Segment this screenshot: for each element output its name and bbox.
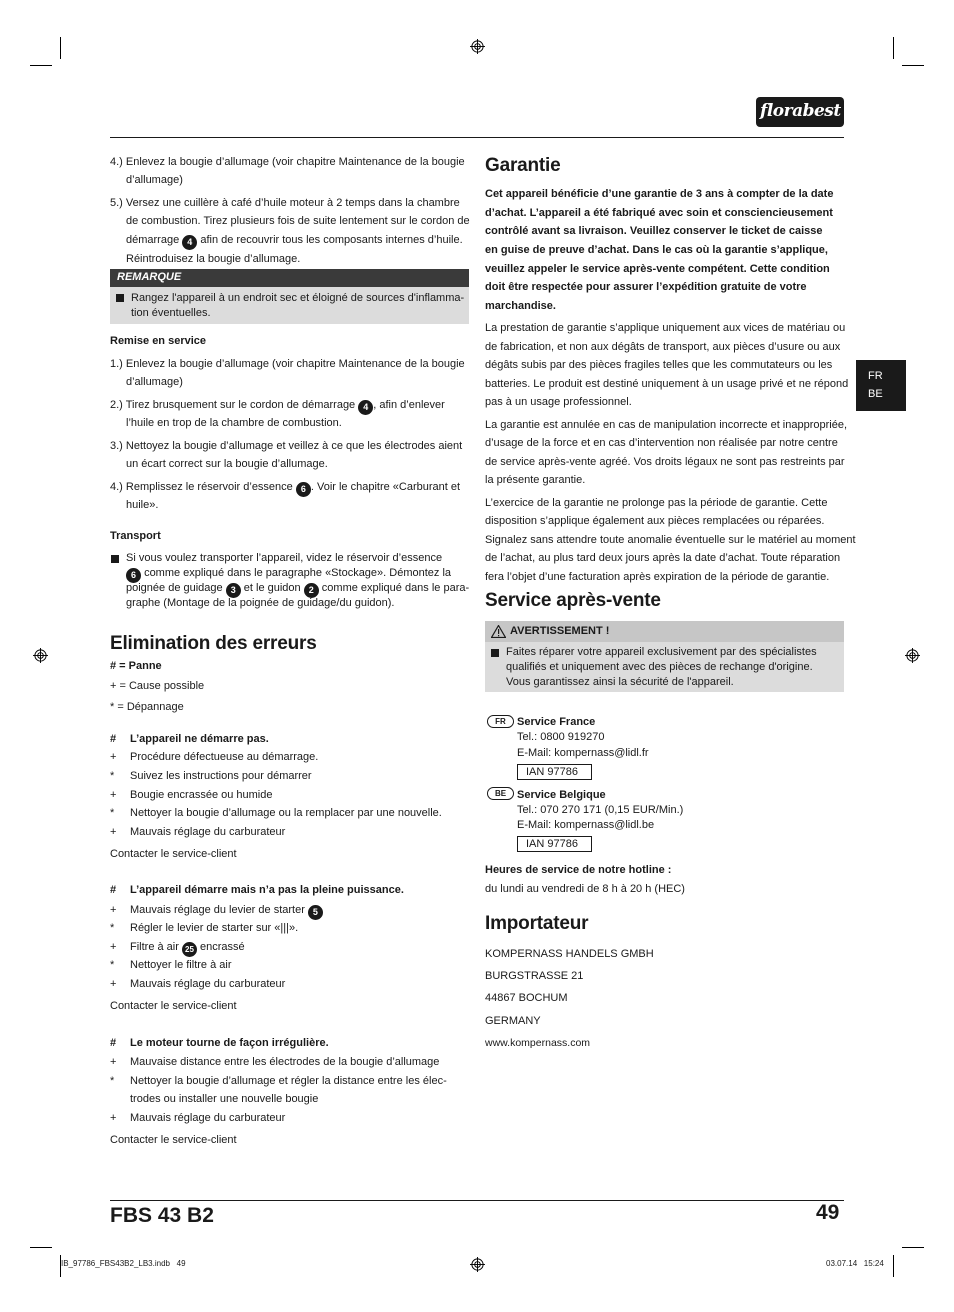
footer-rule [110,1200,844,1201]
transport-line1: Si vous voulez transporter l’appareil, videz le réservoir d’essence [126,552,443,564]
importer-name: KOMPERNASS HANDELS GMBH [485,948,654,960]
france-flag-badge: FR [487,715,514,728]
garantie-p4-line: L’exercice de la garantie ne prolonge pas la période de garantie. Cette [485,497,828,509]
warning-text-line2: qualifiés et uniquement avec des pièces de rechange d'origine. [506,661,813,673]
registration-mark-icon [470,1257,485,1272]
part-number-icon: 4 [358,400,373,415]
contact-service-1: Contacter le service-client [110,848,237,860]
warning-icon [491,625,506,638]
problem-3-item: + Mauvaise distance entre les électrodes de la bougie d’allumage [110,1056,440,1068]
step-4-line1: 4.) Enlevez la bougie d’allumage (voir chapitre Maintenance de la bougie [110,156,465,168]
garantie-p3-line: la présente garantie. [485,474,586,486]
part-number-icon: 3 [226,583,241,598]
crop-mark [902,65,924,66]
part-number-icon: 5 [308,905,323,920]
crop-mark [902,1247,924,1248]
registration-mark-icon [33,648,48,663]
transport-line2: 6 comme expliqué dans le paragraphe «Stockage». Démontez la [126,566,451,583]
garantie-bold-line: contrôlé avant sa livraison. Veuillez conserver le ticket de caisse [485,225,823,237]
problem-1-item: * Nettoyer la bougie d’allumage ou la remplacer par une nouvelle. [110,807,442,819]
problem-1-item: + Bougie encrassée ou humide [110,789,273,801]
warning-text-line3: Vous garantissez ainsi la sécurité de l'appareil. [506,676,734,688]
warning-text-line1: Faites réparer votre appareil exclusivement par des spécialistes [506,646,817,658]
importer-city: 44867 BOCHUM [485,992,568,1004]
service-france-title: Service France [517,716,596,728]
garantie-p2-line: La prestation de garantie s’applique uniquement aux vices de matériau ou [485,322,846,334]
hotline-hours: du lundi au vendredi de 8 h à 20 h (HEC) [485,883,685,895]
importateur-title: Importateur [485,913,589,934]
part-number-icon: 25 [182,942,197,957]
ian-box-belgique: IAN 97786 [517,836,592,852]
remise-4-line1: 4.) Remplissez le réservoir d’essence 6 . Voir le chapitre «Carburant et [110,478,460,497]
crop-mark [60,37,61,59]
footer-model: FBS 43 B2 [110,1204,214,1227]
language-tab [856,360,906,411]
warning-label: AVERTISSEMENT ! [510,625,610,637]
remise-2-line2: l’huile en trop de la chambre de combustion. [126,417,342,429]
part-number-icon: 2 [304,583,319,598]
legend-cause: + = Cause possible [110,680,205,692]
remise-1-line2: d’allumage) [126,376,183,388]
problem-2-title: # L’appareil démarre mais n’a pas la pleine puissance. [110,884,404,896]
ian-box-france: IAN 97786 [517,764,592,780]
note-header [110,269,469,287]
legend-panne: # = Panne [110,660,162,672]
crop-mark [30,65,52,66]
garantie-p3-line: de service après-vente agréé. Vos droits légaux ne sont pas restreints par [485,456,845,468]
hotline-title: Heures de service de notre hotline : [485,864,672,876]
problem-2-item: * Régler le levier de starter sur «|||». [110,922,299,934]
problem-2-item: + Mauvais réglage du levier de starter 5 [110,901,323,920]
part-number-icon: 6 [296,482,311,497]
service-france-mail: E-Mail: kompernass@lidl.fr [517,747,649,759]
problem-1-item: * Suivez les instructions pour démarrer [110,770,312,782]
service-title: Service après-vente [485,590,661,611]
remise-2-line1: 2.) Tirez brusquement sur le cordon de démarrage 4 , afin d’enlever [110,396,445,415]
garantie-p4-line: disposition s’applique également aux pièces remplacées ou réparées. [485,515,825,527]
problem-1-title: # L’appareil ne démarre pas. [110,733,269,745]
importer-street: BURGSTRASSE 21 [485,970,584,982]
step-5-line4: Réintroduisez la bougie d’allumage. [126,253,301,265]
garantie-title: Garantie [485,155,561,176]
belgium-flag-badge: BE [487,787,514,800]
garantie-bold-line: doit être respectée pour assurer l’expédition gratuite de votre [485,281,807,293]
crop-mark [893,37,894,59]
garantie-bold-line: en guise de preuve d’achat. Dans le cas où la garantie s’applique, [485,244,828,256]
transport-line3: poignée de guidage 3 et le guidon 2 comme expliqué dans le para- [126,581,469,598]
note-label: REMARQUE [117,271,182,283]
step-5-line1: 5.) Versez une cuillère à café d’huile moteur à 2 temps dans la chambre [110,197,460,209]
garantie-p2-line: batteries. Le produit est destiné uniquement à un usage privé et ne répond [485,378,849,390]
remise-1-line1: 1.) Enlevez la bougie d’allumage (voir chapitre Maintenance de la bougie [110,358,465,370]
legend-depannage: * = Dépannage [110,701,184,713]
problem-3-item: * Nettoyer la bougie d’allumage et régler la distance entre les élec- [110,1075,447,1087]
header-rule [110,137,844,138]
remise-title: Remise en service [110,335,207,347]
contact-service-3: Contacter le service-client [110,1134,237,1146]
step-4-line2: d’allumage) [126,174,183,186]
part-number-icon: 4 [182,235,197,250]
service-belgique-title: Service Belgique [517,789,606,801]
garantie-p3-line: La garantie est annulée en cas de manipulation incorrecte et inappropriée, [485,419,848,431]
language-tab-fr: FR [868,370,883,382]
brand-logo [756,97,844,127]
transport-line4: graphe (Montage de la poignée de guidage/du guidon). [126,597,395,609]
garantie-bold-line: Cet appareil bénéficie d’une garantie de 3 ans à compter de la date [485,188,834,200]
warning-box [485,621,844,692]
remise-3-line2: un écart correct sur la bougie d’allumage. [126,458,328,470]
bullet-square-icon [116,294,124,302]
problem-2-item: + Filtre à air 25 encrassé [110,938,245,957]
garantie-p4-line: fera l’objet d’une facturation après expiration de la période de garantie. [485,571,830,583]
garantie-p4-line: Signalez sans attendre toute anomalie éventuelle sur le matériel au moment [485,534,856,546]
importer-website: www.kompernass.com [485,1037,591,1049]
service-france-tel: Tel.: 0800 919270 [517,731,605,743]
remise-4-line2: huile». [126,499,159,511]
crop-mark [30,1247,52,1248]
garantie-p3-line: d’usage de la force et en cas d’intervention non réalisée par notre centre [485,437,838,449]
garantie-p4-line: de l’achat, au plus tard deux jours après la date d’achat. Toute réparation [485,552,841,564]
problem-1-item: + Mauvais réglage du carburateur [110,826,286,838]
garantie-bold-line: marchandise. [485,300,556,312]
note-text-line2: tion éventuelles. [131,307,211,319]
importer-country: GERMANY [485,1015,541,1027]
bullet-square-icon [491,649,499,657]
step-5-line3: démarrage 4 afin de recouvrir tous les composants internes d’huile. [126,231,463,250]
note-text-line1: Rangez l'appareil à un endroit sec et éloigné de sources d'inflamma- [131,292,465,304]
garantie-p2-line: dégâts subis par des pièces fragiles telles que les commutateurs ou les [485,359,833,371]
warning-header [485,621,844,642]
contact-service-2: Contacter le service-client [110,1000,237,1012]
problem-3-item-cont: trodes ou installer une nouvelle bougie [130,1093,319,1105]
garantie-p2-line: pas à un usage professionnel. [485,396,632,408]
garantie-p2-line: de fabrication, et non aux dégâts de transport, aux pièces d’usure ou aux [485,341,841,353]
bullet-square-icon [111,555,119,563]
problem-2-item: + Mauvais réglage du carburateur [110,978,286,990]
page-number: 49 [816,1201,840,1224]
problem-3-item: + Mauvais réglage du carburateur [110,1112,286,1124]
language-tab-be: BE [868,388,883,400]
part-number-icon: 6 [126,568,141,583]
problem-2-item: * Nettoyer le filtre à air [110,959,232,971]
garantie-bold-line: d’achat. L’appareil a été fabriqué avec soin et consciencieusement [485,207,833,219]
service-belgique-mail: E-Mail: kompernass@lidl.be [517,819,655,831]
registration-mark-icon [905,648,920,663]
remise-3-line1: 3.) Nettoyez la bougie d’allumage et veillez à ce que les électrodes aient [110,440,463,452]
service-belgique-tel: Tel.: 070 270 171 (0,15 EUR/Min.) [517,804,684,816]
elimination-title: Elimination des erreurs [110,633,317,654]
problem-3-title: # Le moteur tourne de façon irrégulière. [110,1037,329,1049]
note-box [110,269,469,324]
registration-mark-icon [470,39,485,54]
step-5-line2: de combustion. Tirez plusieurs fois de suite lentement sur le cordon de [126,215,470,227]
print-file-info: IB_97786_FBS43B2_LB3.indb 49 [61,1259,186,1268]
print-date-info: 03.07.14 15:24 [826,1259,884,1268]
transport-title: Transport [110,530,161,542]
brand-logo-text: florabest [760,101,841,121]
garantie-bold-line: veuillez appeler le service après-vente compétent. Cette condition [485,263,830,275]
crop-mark [893,1255,894,1277]
problem-1-item: + Procédure défectueuse au démarrage. [110,751,319,763]
